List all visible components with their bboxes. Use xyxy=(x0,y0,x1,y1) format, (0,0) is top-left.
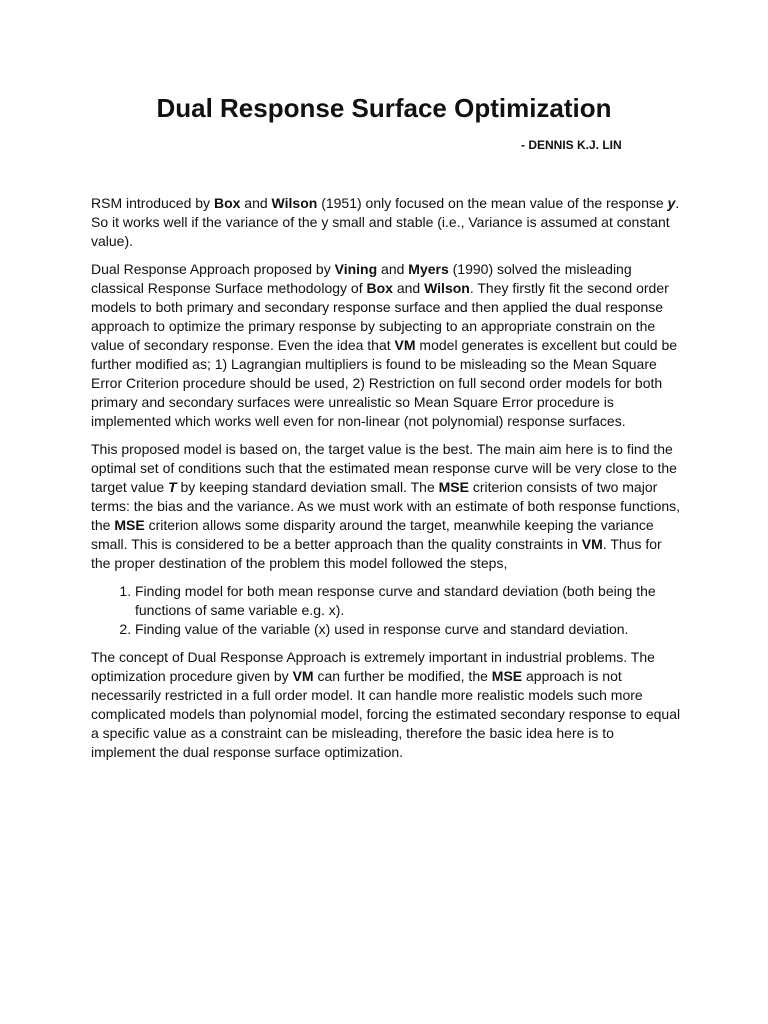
emphasis-text: Wilson xyxy=(271,195,318,211)
paragraph-dual-response: Dual Response Approach proposed by Vining and Myers (1990) solved the misleading classical Response Surface methodology of Box and Wilson. They firstly fit the second order models to both primary and secondary response surface and then applied the dual response approach to optimize the primary response by subjecting to an appropriate constrain on the value of secondary response. Even the idea that VM model generates is excellent but could be further modified as; 1) Lagrangian multipliers is found to be misleading so the Mean Square Error Criterion procedure should be used, 2) Restriction on full second order models for both primary and secondary surfaces were unrealistic so Mean Square Error procedure is implemented which works well even for non-linear (not polynomial) response surfaces. xyxy=(91,261,678,429)
emphasis-text: T xyxy=(168,479,177,495)
paragraph-proposed-model: This proposed model is based on, the target value is the best. The main aim here is to find the optimal set of conditions such that the estimated mean response curve will be very close to the target value T by keeping standard deviation small. The MSE criterion consists of two major terms: the bias and the variance. As we must work with an estimate of both response functions, the MSE criterion allows some disparity around the target, meanwhile keeping the variance small. This is considered to be a better approach than the quality constraints in VM. Thus for the proper destination of the problem this model followed the steps, xyxy=(91,441,681,571)
author-line: - DENNIS K.J. LIN xyxy=(521,138,622,152)
emphasis-text: Box xyxy=(366,280,393,296)
emphasis-text: y xyxy=(667,195,676,211)
list-item: 2. Finding value of the variable (x) used in response curve and standard deviation. xyxy=(135,620,681,639)
emphasis-text: Myers xyxy=(408,261,449,277)
paragraph-conclusion: The concept of Dual Response Approach is extremely important in industrial problems. The optimization procedure given by VM can further be modified, the MSE approach is not necessarily restricted in a full order model. It can handle more realistic models such more complicated models than polynomial model, forcing the estimated secondary response to equal a specific value as a constraint can be misleading, therefore the basic idea here is to implement the dual response surface optimization. xyxy=(91,649,681,760)
emphasis-text: VM xyxy=(581,536,603,552)
document-body xyxy=(91,194,681,771)
emphasis-text: VM xyxy=(394,337,416,353)
emphasis-text: VM xyxy=(292,668,314,684)
steps-list xyxy=(91,582,681,639)
emphasis-text: Wilson xyxy=(424,280,470,296)
paragraph-rsm-intro: RSM introduced by Box and Wilson (1951) only focused on the mean value of the response y. So it works well if the variance of the y small and stable (i.e., Variance is assumed at constant value). xyxy=(91,195,680,249)
emphasis-text: MSE xyxy=(114,517,145,533)
emphasis-text: MSE xyxy=(491,668,523,684)
list-item: 1. Finding model for both mean response curve and standard deviation (both being the functions of same variable e.g. x). xyxy=(135,582,681,620)
emphasis-text: Vining xyxy=(334,261,378,277)
emphasis-text: MSE xyxy=(438,479,469,495)
emphasis-text: Box xyxy=(213,195,241,211)
document-title: Dual Response Surface Optimization xyxy=(156,93,612,123)
